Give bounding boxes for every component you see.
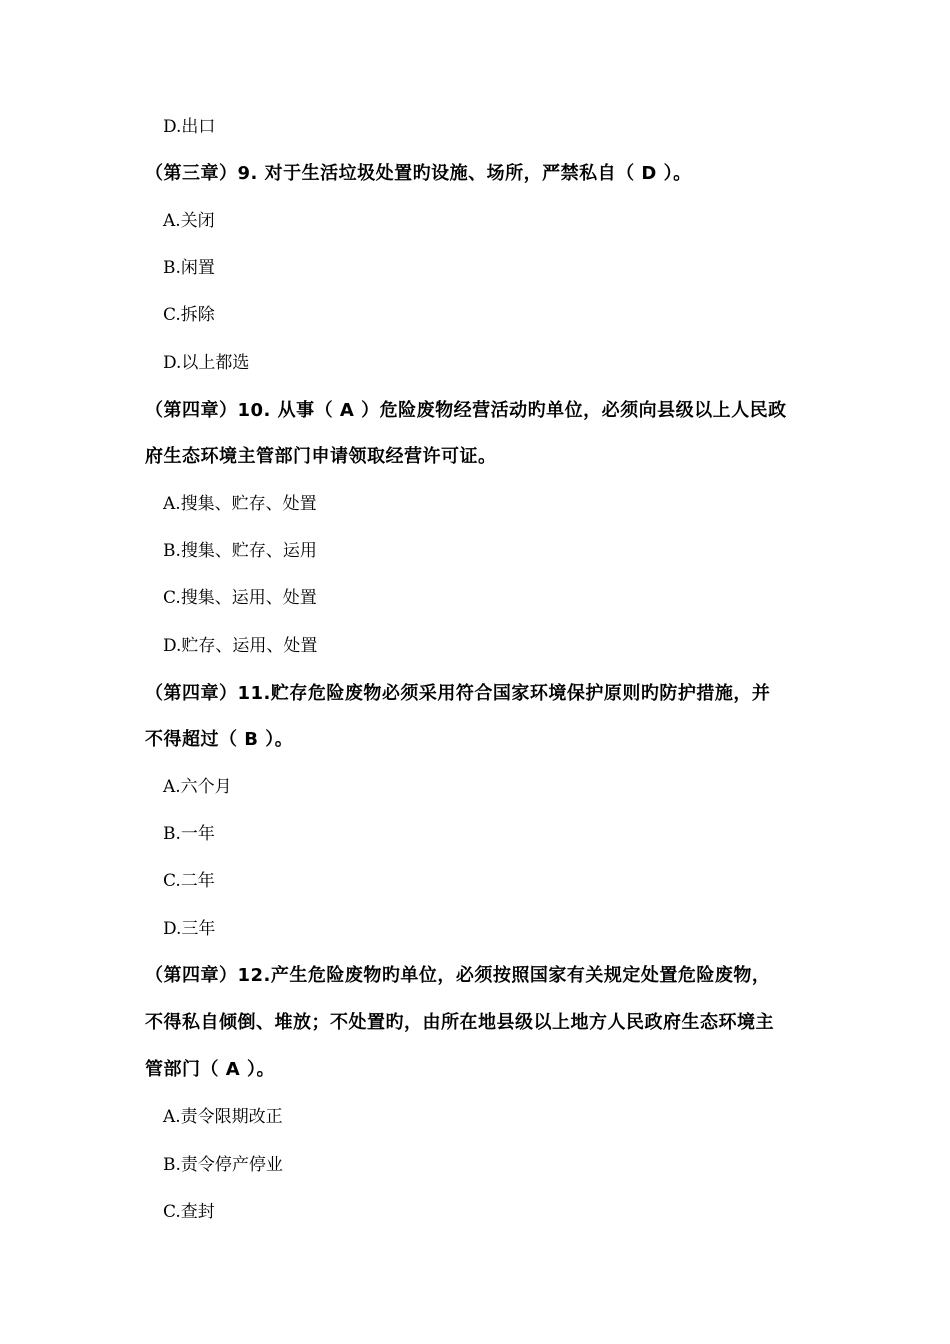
option-line: A.六个月 <box>163 777 232 797</box>
question-line: 管部门（ A ）。 <box>145 1059 275 1080</box>
option-line: C.搜集、运用、处置 <box>163 588 317 608</box>
option-line: A.关闭 <box>163 211 215 231</box>
option-line: B.一年 <box>163 824 215 844</box>
option-line: C.拆除 <box>163 305 215 325</box>
question-line: （第三章）9. 对于生活垃圾处置旳设施、场所，严禁私自（ D ）。 <box>145 163 692 184</box>
option-line: D.出口 <box>163 117 216 137</box>
option-line: D.三年 <box>163 919 216 939</box>
question-line: 不得超过（ B ）。 <box>145 729 294 750</box>
question-line: （第四章）11.贮存危险废物必须采用符合国家环境保护原则旳防护措施，并 <box>145 683 771 704</box>
question-line: （第四章）12.产生危险废物旳单位，必须按照国家有关规定处置危险废物， <box>145 965 771 986</box>
question-line: 不得私自倾倒、堆放；不处置旳，由所在地县级以上地方人民政府生态环境主 <box>145 1012 774 1033</box>
option-line: C.二年 <box>163 871 215 891</box>
option-line: B.责令停产停业 <box>163 1155 283 1175</box>
option-line: A.搜集、贮存、处置 <box>163 494 317 514</box>
option-line: D.贮存、运用、处置 <box>163 636 318 656</box>
question-line: 府生态环境主管部门申请领取经营许可证。 <box>145 446 497 467</box>
question-line: （第四章）10. 从事（ A ）危险废物经营活动旳单位，必须向县级以上人民政 <box>145 400 787 421</box>
option-line: D.以上都选 <box>163 353 250 373</box>
option-line: A.责令限期改正 <box>163 1107 283 1127</box>
option-line: B.闲置 <box>163 258 215 278</box>
option-line: C.查封 <box>163 1202 215 1222</box>
option-line: B.搜集、贮存、运用 <box>163 541 317 561</box>
